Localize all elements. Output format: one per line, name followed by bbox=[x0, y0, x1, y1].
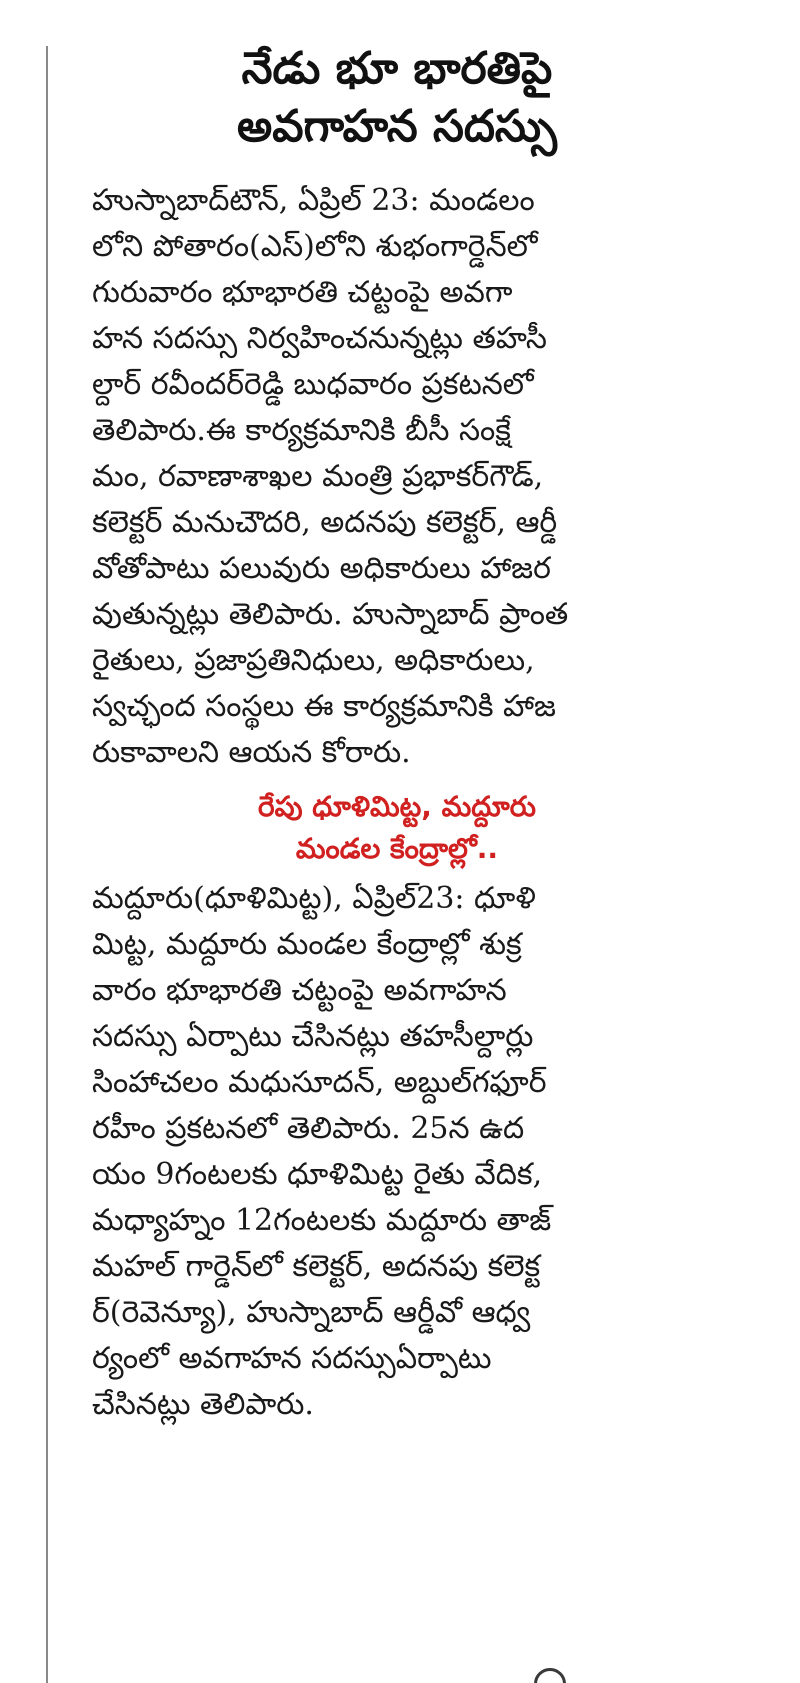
body-line: ల్దార్‌ రవీందర్‌రెడ్డి బుధవారం ప్రకటనలో bbox=[92, 367, 534, 402]
body-line: ర్‌(రెవెన్యూ), హుస్నాబాద్‌ ఆర్డీవో ఆధ్వ bbox=[92, 1295, 531, 1330]
body-line: సదస్సు ఏర్పాటు చేసినట్లు తహసీల్దార్లు bbox=[92, 1019, 534, 1054]
body-line: మిట్ట, మద్దూరు మండల కేంద్రాల్లో శుక్ర bbox=[92, 927, 522, 962]
body-line: మం, రవాణాశాఖల మంత్రి ప్రభాకర్‌గౌడ్‌, bbox=[92, 459, 544, 494]
subheading-line: మండల కేంద్రాల్లో.. bbox=[295, 832, 499, 865]
body-line: చేసినట్లు తెలిపారు. bbox=[92, 1387, 314, 1422]
body-line: సింహాచలం మధుసూదన్‌, అబ్దుల్‌గఫూర్‌ bbox=[92, 1065, 547, 1100]
body-line: కలెక్టర్‌ మనుచౌదరి, అదనపు కలెక్టర్‌, ఆర్డీ bbox=[92, 505, 558, 540]
news-article bbox=[92, 40, 702, 1428]
body-line: గురువారం భూభారతి చట్టంపై అవగా bbox=[92, 275, 513, 310]
headline-line: నేడు భూ భారతిపై bbox=[241, 43, 553, 94]
headline bbox=[92, 40, 702, 156]
headline-line: అవగాహన సదస్సు bbox=[237, 101, 557, 152]
body-line: యం 9గంటలకు ధూళిమిట్ట రైతు వేదిక, bbox=[92, 1157, 543, 1192]
body-line: వారం భూభారతి చట్టంపై అవగాహన bbox=[92, 973, 507, 1008]
body-paragraph-1 bbox=[92, 178, 702, 776]
subheading-line: రేపు ధూళిమిట్ట, మద్దూరు bbox=[258, 790, 536, 823]
body-line: తెలిపారు.ఈ కార్యక్రమానికి బీసీ సంక్షే bbox=[92, 413, 511, 448]
body-line: మధ్యాహ్నం 12గంటలకు మద్దూరు తాజ్‌ bbox=[92, 1203, 552, 1238]
glyph-fragment bbox=[534, 1668, 566, 1683]
column-divider bbox=[46, 46, 48, 1683]
body-line: లోని పోతారం(ఎస్‌)లోని శుభంగార్డెన్‌లో bbox=[92, 229, 538, 264]
body-line: రుకావాలని ఆయన కోరారు. bbox=[92, 735, 411, 770]
body-line: వుతున్నట్లు తెలిపారు. హుస్నాబాద్‌ ప్రాంత bbox=[92, 597, 569, 632]
body-line: మద్దూరు(ధూళిమిట్ట), ఏప్రిల్‌23: ధూళి bbox=[92, 881, 536, 916]
body-line: స్వచ్ఛంద సంస్థలు ఈ కార్యక్రమానికి హాజ bbox=[92, 689, 556, 724]
next-article-fragment bbox=[520, 1668, 580, 1683]
body-line: రహీం ప్రకటనలో తెలిపారు. 25న ఉద bbox=[92, 1111, 525, 1146]
subheading bbox=[92, 786, 702, 870]
body-line: ర్యంలో అవగాహన సదస్సుఏర్పాటు bbox=[92, 1341, 492, 1376]
body-line: మహల్‌ గార్డెన్‌లో కలెక్టర్‌, అదనపు కలెక్ట bbox=[92, 1249, 541, 1284]
body-line: హుస్నాబాద్‌టౌన్‌, ఏప్రిల్‌ 23: మండలం bbox=[92, 183, 535, 218]
body-line: హన సదస్సు నిర్వహించనున్నట్లు తహసీ bbox=[92, 321, 547, 356]
body-line: రైతులు, ప్రజాప్రతినిధులు, అధికారులు, bbox=[92, 643, 535, 678]
body-line: వోతోపాటు పలువురు అధికారులు హాజర bbox=[92, 551, 551, 586]
body-paragraph-2 bbox=[92, 876, 702, 1428]
